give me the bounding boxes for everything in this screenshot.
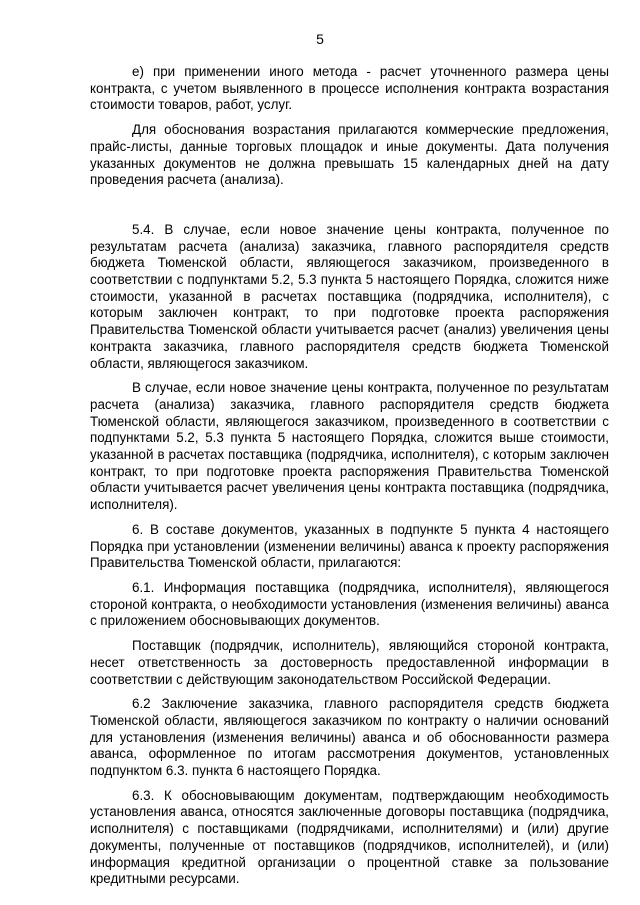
paragraph-6: 6. В составе документов, указанных в подпункте 5 пункта 4 настоящего Порядка при установлении (изменении величины) аванса к проекту распоряжения Правительства Тюменской области, прилагаются: xyxy=(90,521,609,571)
page-number: 5 xyxy=(316,31,324,47)
paragraph-6-1: 6.1. Информация поставщика (подрядчика, исполнителя), являющегося стороной контракта, о необходимости установления (изменения величины) аванса с приложением обосновывающих документов. xyxy=(90,579,609,629)
paragraph-6-3: 6.3. К обосновывающим документам, подтверждающим необходимость установления аванса, относятся заключенные договоры поставщика (подрядчика, исполнителя) с поставщиками (подрядчиками, исполнителями) и (или) другие документы, полученные от поставщиков (подрядчиков, исполнителей), и (или) информация кредитной организации о процентной ставке за пользование кредитными ресурсами. xyxy=(90,787,609,887)
paragraph-5-4: 5.4. В случае, если новое значение цены контракта, полученное по результатам расчета (анализа) заказчика, главного распорядителя средств бюджета Тюменской области, являющегося заказчиком, произведенного в соответствии с подпунктами 5.2, 5.3 пункта 5 настоящего Порядка, сложится ниже стоимости, указанной в расчетах поставщика (подрядчика, исполнителя), с которым заключен контракт, то при подготовке проекта распоряжения Правительства Тюменской области учитывается расчет (анализ) увеличения цены контракта заказчика, главного распорядителя средств бюджета Тюменской области, являющегося заказчиком. xyxy=(90,221,609,371)
paragraph-justification-docs: Для обоснования возрастания прилагаются коммерческие предложения, прайс-листы, данные торговых площадок и иные документы. Дата получения указанных документов не должна превышать 15 календарных дней на дату проведения расчета (анализа). xyxy=(90,122,609,188)
paragraph-6-2: 6.2 Заключение заказчика, главного распорядителя средств бюджета Тюменской области, являющегося заказчиком по контракту о наличии оснований для установления (изменения величины) аванса и об обоснованности размера аванса, оформленное по итогам рассмотрения документов, установленных подпунктом 6.3. пункта 6 настоящего Порядка. xyxy=(90,696,609,779)
document-body xyxy=(90,64,609,888)
paragraph-5-4-second-case: В случае, если новое значение цены контракта, полученное по результатам расчета (анализа) заказчика, главного распорядителя средств бюджета Тюменской области, являющегося заказчиком, произведенного в соответствии с подпунктами 5.2, 5.3 пункта 5 настоящего Порядка, сложится выше стоимости, указанной в расчетах поставщика (подрядчика, исполнителя), с которым заключен контракт, то при подготовке проекта распоряжения Правительства Тюменской области учитывается расчет увеличения цены контракта поставщика (подрядчика, исполнителя). xyxy=(90,380,609,513)
paragraph-5e: е) при применении иного метода - расчет уточненного размера цены контракта, с учетом выявленного в процессе исполнения контракта возрастания стоимости товаров, работ, услуг. xyxy=(90,64,609,113)
paragraph-supplier-responsibility: Поставщик (подрядчик, исполнитель), являющийся стороной контракта, несет ответственность за достоверность предоставленной информации в соответствии с действующим законодательством Российской Федерации. xyxy=(90,638,609,687)
